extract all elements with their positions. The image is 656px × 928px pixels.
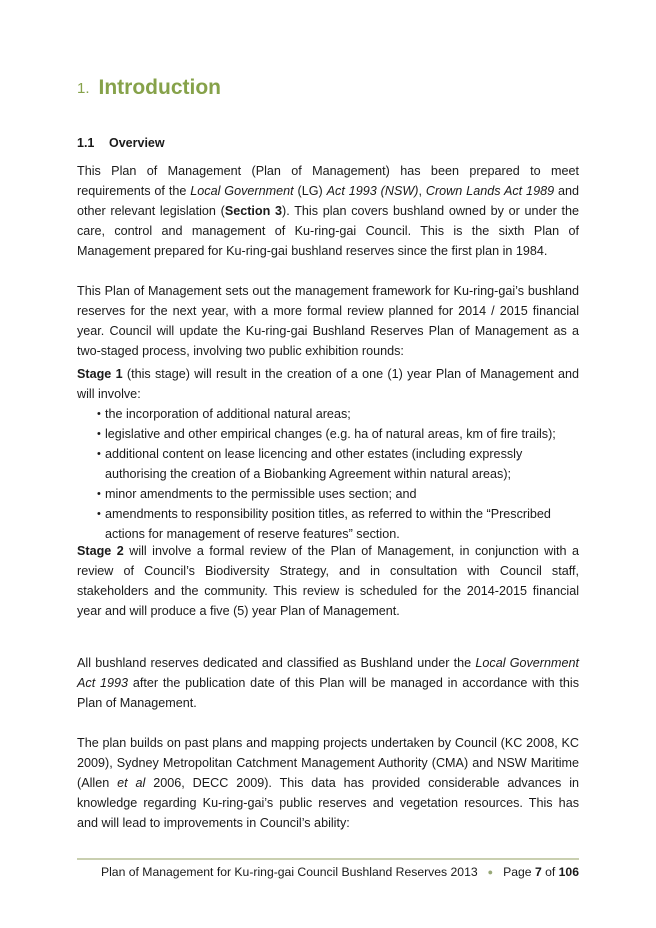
paragraph-past-plans xyxy=(77,733,579,833)
text-run: 2006, DECC 2009). This data has provided considerable advances in knowledge regarding Ku-ring-gai’s public reserves and vegetation resources. This has and will lead to improvements in Council’s ability: xyxy=(77,776,579,830)
paragraph-framework xyxy=(77,281,579,544)
stage2-label: Stage 2 xyxy=(77,544,124,558)
stage1-paragraph xyxy=(77,364,579,404)
bullet-icon: • xyxy=(97,428,101,440)
subsection-number: 1.1 xyxy=(77,136,95,150)
paragraph-stage2 xyxy=(77,541,579,621)
bullet-icon: • xyxy=(97,508,101,520)
page-current: 7 xyxy=(534,865,542,879)
italic-run: Crown Lands Act 1989 xyxy=(425,184,555,198)
list-item-text: amendments to responsibility position titles, as referred to within the “Prescribed actions for management of reserve features” section. xyxy=(105,507,551,541)
italic-run: Act 1993 (NSW) xyxy=(326,184,419,198)
section-number: 1. xyxy=(77,80,90,97)
paragraph-purpose xyxy=(77,161,579,261)
text-run: after the publication date of this Plan will be managed in accordance with this Plan of Management. xyxy=(77,676,580,710)
section-heading xyxy=(77,76,221,100)
text-run: , xyxy=(418,184,426,198)
text-run: ). This plan covers bushland owned by or under the care, control and management of Ku-ring-gai Council. This is the sixth Plan of Management prepared for Ku-ring-gai bushland reserves since the first plan in 1984. xyxy=(77,204,579,258)
paragraph-text: This Plan of Management sets out the management framework for Ku-ring-gai’s bushland reserves for the next year, with a more formal review planned for 2014 / 2015 financial year. Council will update the Ku-ring-gai Bushland Reserves Plan of Management as a two-staged process, involving two public exhibition rounds: xyxy=(77,284,579,358)
stage1-bullet-list xyxy=(77,404,579,544)
page-total: 106 xyxy=(558,865,579,879)
list-item-text: the incorporation of additional natural areas; xyxy=(105,407,351,421)
subsection-heading xyxy=(77,136,165,150)
text-run: (LG) xyxy=(293,184,327,198)
page-label: Page xyxy=(503,865,535,879)
bullet-icon: • xyxy=(97,488,101,500)
bullet-icon: • xyxy=(97,448,101,460)
section-reference: Section 3 xyxy=(224,204,283,218)
footer-separator-icon: ● xyxy=(487,867,494,877)
text-run: The plan builds on past plans and mapping projects undertaken by Council (KC 2008, KC 2009), Sydney Metropolitan Catchment Management Authority (CMA) and NSW Maritime (Allen xyxy=(77,736,579,790)
text-run: This Plan of Management (Plan of Management) has been prepared to meet requirements of the xyxy=(77,164,579,198)
page-footer xyxy=(96,865,579,879)
list-item xyxy=(97,484,579,504)
text-run: and other relevant legislation ( xyxy=(77,184,580,218)
footer-divider xyxy=(77,858,579,860)
list-item xyxy=(97,504,579,544)
list-item-text: minor amendments to the permissible uses section; and xyxy=(105,487,417,501)
bullet-icon: • xyxy=(97,408,101,420)
italic-run: Local Government xyxy=(190,184,294,198)
stage1-text: (this stage) will result in the creation of a one (1) year Plan of Management and will involve: xyxy=(77,367,579,401)
italic-run: et al xyxy=(117,776,146,790)
list-item-text: legislative and other empirical changes (e.g. ha of natural areas, km of fire trails); xyxy=(105,427,556,441)
list-item xyxy=(97,444,579,484)
stage1-label: Stage 1 xyxy=(77,367,123,381)
subsection-title: Overview xyxy=(109,136,165,150)
italic-run: Local Government Act 1993 xyxy=(77,656,579,690)
page-of-label: of xyxy=(541,865,559,879)
footer-title: Plan of Management for Ku-ring-gai Council Bushland Reserves 2013 xyxy=(100,865,478,879)
list-item-text: additional content on lease licencing and other estates (including expressly authorising the creation of a Biobanking Agreement within natural areas); xyxy=(105,447,523,481)
list-item xyxy=(97,404,579,424)
text-run: All bushland reserves dedicated and classified as Bushland under the xyxy=(77,656,476,670)
paragraph-dedicated-reserves xyxy=(77,653,579,713)
section-title: Introduction xyxy=(98,76,221,99)
stage2-text: will involve a formal review of the Plan of Management, in conjunction with a review of Council’s Biodiversity Strategy, and in consultation with Council staff, stakeholders and the community. This review is scheduled for the 2014-2015 financial year and will produce a five (5) year Plan of Management. xyxy=(77,544,579,618)
list-item xyxy=(97,424,579,444)
